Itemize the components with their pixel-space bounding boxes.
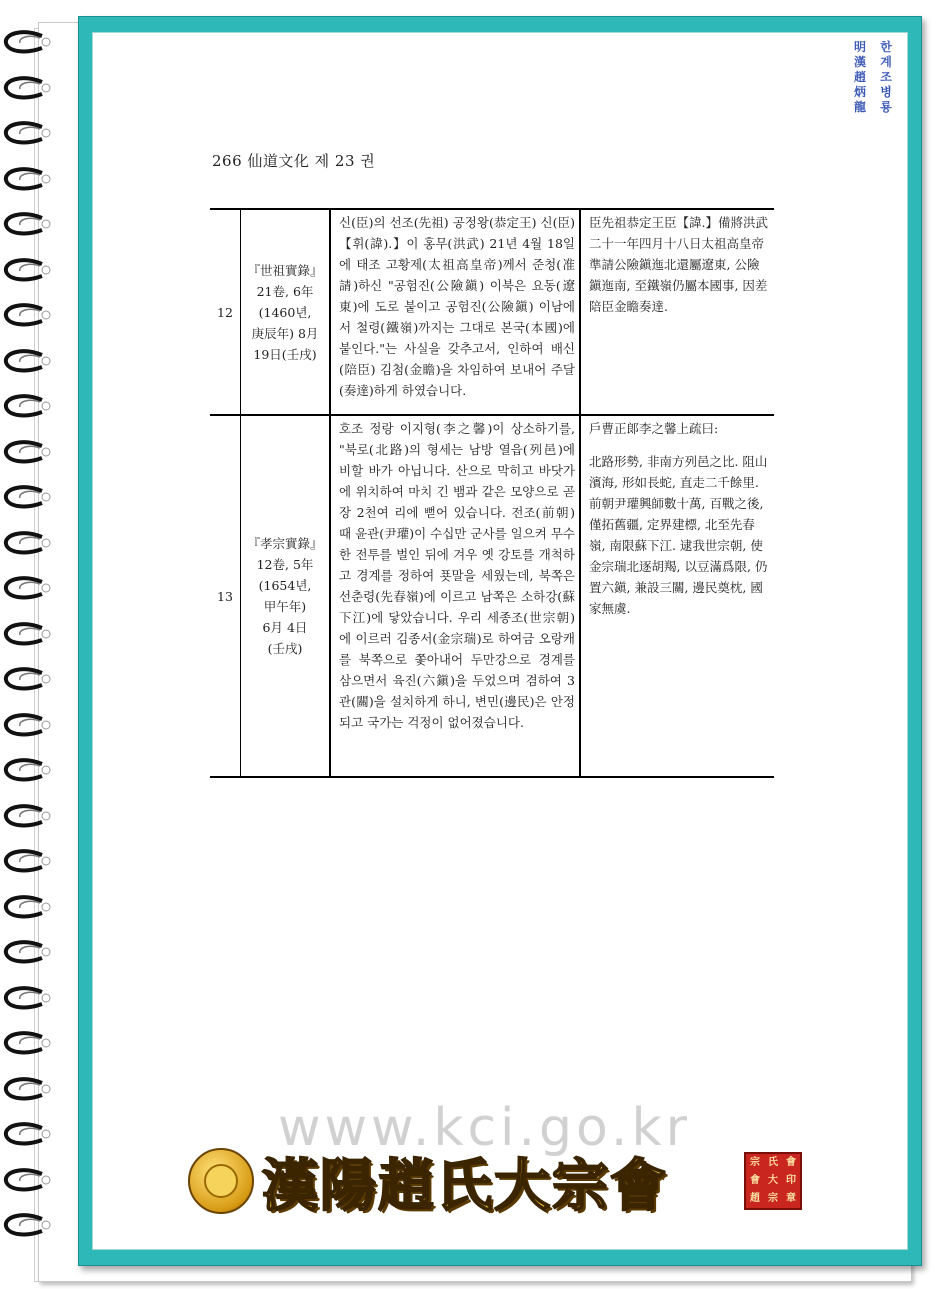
row-number: 12 (210, 209, 241, 415)
source-line: 21卷, 6年 (256, 283, 314, 299)
spiral-ring-icon (2, 622, 54, 648)
spiral-ring-icon (2, 1077, 54, 1103)
stamp-char: 계 (880, 55, 892, 69)
source-line: 甲午年) (263, 599, 307, 614)
chinese-original (580, 209, 774, 415)
spiral-ring-icon (2, 576, 54, 602)
spiral-ring-icon (2, 1031, 54, 1057)
watermark: www.kci.go.kr (278, 1098, 691, 1158)
spiral-ring-icon (2, 940, 54, 966)
korean-translation: 호조 정랑 이지형(李之馨)이 상소하기를, "북로(北路)의 형세는 남방 열읍(列邑)에 비할 바가 아닙니다. 산으로 막히고 바닷가에 위치하여 마치 긴 뱀과 같은 모양으로 곧장 2천여 리에 뻗어 있습니다. 전조(前朝) 때 윤관(尹瓘)이 수십만 군사를 일으켜 무수한 전투를 벌인 뒤에 겨우 옛 강토를 개척하고 경계를 정하여 푯말을 세웠는데, 북쪽은 선춘령(先春嶺)에 이르고 남쪽은 소하강(蘇下江)에 닿았습니다. 우리 세종조(世宗朝)에 이르러 김종서(金宗瑞)로 하여금 오랑캐를 북쪽으로 쫓아내어 두만강으로 경계를 삼으면서 육진(六鎭)을 두었으며 겸하여 3관(關)을 설치하게 하니, 변민(邊民)은 안정되고 국가는 걱정이 없어졌습니다. (330, 415, 580, 777)
source-line: 12卷, 5年 (256, 557, 314, 572)
seal-char: 趙 (750, 1193, 760, 1204)
seal-char: 會 (750, 1175, 760, 1186)
spiral-ring-icon (2, 440, 54, 466)
stamp-char: 룡 (880, 100, 892, 114)
seal-char: 印 (786, 1175, 796, 1186)
source-line: 庚辰年) 8月 (251, 325, 319, 341)
seal-char: 氏 (768, 1157, 778, 1168)
source-line: (1460년, (258, 304, 312, 320)
seal-char: 大 (768, 1175, 778, 1186)
spiral-ring-icon (2, 1168, 54, 1194)
red-seal (744, 1152, 802, 1210)
spiral-ring-icon (2, 167, 54, 193)
stamp-char: 炳 (853, 85, 866, 99)
korean-translation: 신(臣)의 선조(先祖) 공정왕(恭定王) 신(臣)【휘(諱).】이 홍무(洪武) 21년 4월 18일에 태조 고황제(太祖高皇帝)께서 준청(准請)하신 "공험진(公險鎭) 이북은 요동(遼東)에 도로 붙이고 공험진(公險鎭) 이남에서 철령(鐵嶺)까지는 그대로 본국(本國)에 붙인다."는 사실을 갖추고서, 인하여 배신(陪臣) 김첨(金瞻)을 차임하여 보내어 주달(奏達)하게 하였습니다. (330, 209, 580, 415)
logo-title: 漢陽趙氏大宗會 (262, 1153, 668, 1219)
spiral-ring-icon (2, 121, 54, 147)
source-line: (1654년, (258, 578, 312, 593)
seal-char: 宗 (750, 1157, 760, 1168)
seal-char: 宗 (768, 1193, 778, 1204)
stamp-column-hangul (874, 40, 898, 132)
spiral-ring-icon (2, 76, 54, 102)
spiral-ring-icon (2, 394, 54, 420)
name-stamp (848, 40, 900, 132)
row-number: 13 (210, 415, 241, 777)
seal-char: 章 (786, 1193, 796, 1204)
chinese-paragraph: 北路形勢, 非南方列邑之比. 阻山濱海, 形如長蛇, 直走二千餘里. 前朝尹瓘興師數十萬, 百戰之後, 僅拓舊疆, 定界建標, 北至先春嶺, 南限蘇下江. 逮我世宗朝, 使金宗瑞北逐胡羯, 以豆滿爲限, 仍置六鎭, 兼設三關, 邊民奠枕, 國家無虞. (589, 454, 768, 616)
source-line: (壬戌) (267, 641, 303, 656)
spiral-ring-icon (2, 212, 54, 238)
source-line: 『世祖實錄』 (247, 262, 323, 278)
spiral-ring-icon (2, 1213, 54, 1239)
source-line: 19日(壬戌) (253, 346, 317, 362)
spiral-ring-icon (2, 30, 54, 56)
emblem-center (204, 1164, 238, 1198)
table-row (210, 415, 774, 777)
flower-emblem-icon (188, 1148, 254, 1214)
source-cell (241, 209, 331, 415)
spiral-ring-icon (2, 485, 54, 511)
stamp-char: 龍 (853, 100, 866, 114)
stamp-column-hanja (848, 40, 872, 132)
stamp-char: 明 (853, 40, 866, 54)
spiral-ring-icon (2, 667, 54, 693)
chinese-paragraph: 戶曹正郞李之馨上疏曰: (589, 421, 719, 436)
stamp-char: 조 (880, 70, 892, 84)
source-line: 『孝宗實錄』 (247, 536, 323, 551)
spiral-ring-icon (2, 986, 54, 1012)
seal-char: 會 (786, 1157, 796, 1168)
paragraph-gap (589, 439, 770, 451)
spiral-ring-icon (2, 713, 54, 739)
spiral-ring-icon (2, 895, 54, 921)
clan-logo (188, 1142, 808, 1222)
spiral-ring-icon (2, 349, 54, 375)
spiral-ring-icon (2, 1122, 54, 1148)
stamp-char: 병 (880, 85, 892, 99)
chinese-original (580, 415, 774, 777)
page-header: 266 仙道文化 제 23 권 (212, 152, 376, 170)
source-line: 6月 4日 (262, 620, 308, 635)
stamp-char: 한 (880, 40, 892, 54)
record-table (210, 208, 774, 778)
spiral-binding (0, 30, 60, 1270)
source-cell (241, 415, 331, 777)
spiral-ring-icon (2, 849, 54, 875)
stamp-char: 趙 (853, 70, 866, 84)
spiral-ring-icon (2, 804, 54, 830)
stamp-char: 漢 (853, 55, 866, 69)
spiral-ring-icon (2, 258, 54, 284)
table-row (210, 209, 774, 415)
spiral-ring-icon (2, 303, 54, 329)
spiral-ring-icon (2, 758, 54, 784)
spiral-ring-icon (2, 531, 54, 557)
chinese-paragraph: 臣先祖恭定王臣【諱.】備將洪武二十一年四月十八日太祖高皇帝準請公險鎭迤北還屬遼東, 公險鎭迤南, 至鐵嶺仍屬本國事, 因差陪臣金瞻奏達. (589, 215, 768, 314)
